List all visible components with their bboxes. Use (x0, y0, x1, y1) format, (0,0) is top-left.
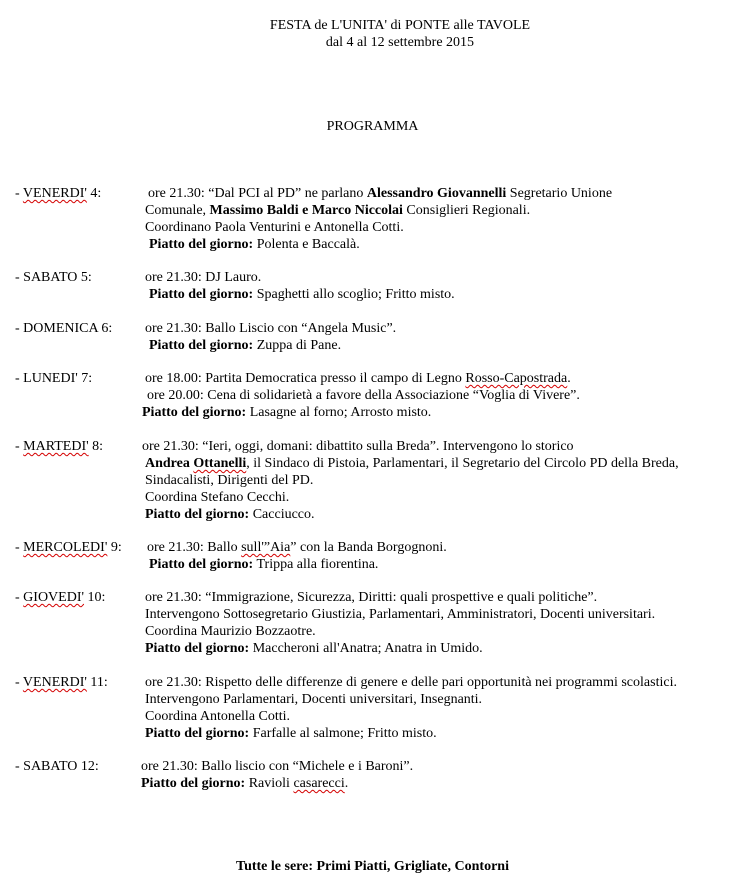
document-header (0, 17, 750, 51)
event-line: ore 21.30: Rispetto delle differenze di genere e delle pari opportunità nei programmi scolastici. (145, 675, 677, 690)
dish-of-day: Piatto del giorno: Zuppa di Pane. (149, 338, 342, 353)
event-line: ore 21.30: DJ Lauro. (145, 270, 262, 285)
dish-of-day: Piatto del giorno: Spaghetti allo scoglio; Fritto misto. (149, 287, 455, 302)
day-label: - GIOVEDI' 10: (15, 590, 106, 605)
speaker-name: Andrea Ottanelli (145, 456, 247, 471)
event-line: Intervengono Sottosegretario Giustizia, Parlamentari, Amministratori, Docenti universitari. (145, 607, 656, 622)
event-line: ore 21.30: Ballo liscio con “Michele e i Baroni”. (141, 759, 414, 774)
event-line: Coordina Maurizio Bozzaotre. (145, 624, 316, 639)
event-line: Coordina Stefano Cecchi. (145, 490, 290, 505)
event-line: ore 21.30: “Immigrazione, Sicurezza, Diritti: quali prospettive e quali politiche”. (145, 590, 598, 605)
dish-of-day: Piatto del giorno: Lasagne al forno; Arrosto misto. (142, 405, 432, 420)
day-label: - SABATO 5: (15, 270, 92, 285)
event-line: Coordina Antonella Cotti. (145, 709, 291, 724)
event-line: Andrea Ottanelli, il Sindaco di Pistoia, Parlamentari, il Segretario del Circolo PD della Breda, (145, 456, 679, 471)
program-title: PROGRAMMA (326, 119, 419, 134)
day-label: - VENERDI' 4: (15, 186, 102, 201)
dish-of-day: Piatto del giorno: Trippa alla fiorentina. (149, 557, 379, 572)
day-label: - LUNEDI' 7: (15, 371, 93, 386)
dish-of-day: Piatto del giorno: Ravioli casarecci. (141, 776, 349, 791)
speaker-name: Massimo Baldi e Marco Niccolai (209, 203, 403, 218)
event-line: Sindacalisti, Dirigenti del PD. (145, 473, 314, 488)
event-line: ore 20.00: Cena di solidarietà a favore della Associazione “Voglia di Vivere”. (147, 388, 580, 403)
event-line: Comunale, Massimo Baldi e Marco Niccolai Consiglieri Regionali. (145, 203, 531, 218)
speaker-name: Alessandro Giovannelli (366, 186, 507, 201)
day-label: - MERCOLEDI' 9: (15, 540, 122, 555)
festival-title: FESTA de L'UNITA' di PONTE alle TAVOLE (269, 18, 531, 33)
event-line: ore 18.00: Partita Democratica presso il campo di Legno Rosso-Capostrada. (145, 371, 571, 386)
day-label: - DOMENICA 6: (15, 321, 113, 336)
event-line: Coordinano Paola Venturini e Antonella Cotti. (145, 220, 404, 235)
dish-of-day: Piatto del giorno: Cacciucco. (145, 507, 315, 522)
day-label: - MARTEDI' 8: (15, 439, 104, 454)
dish-of-day: Piatto del giorno: Polenta e Baccalà. (149, 237, 360, 252)
event-line: ore 21.30: Ballo Liscio con “Angela Music”. (145, 321, 397, 336)
dish-of-day: Piatto del giorno: Farfalle al salmone; Fritto misto. (145, 726, 437, 741)
event-line: ore 21.30: Ballo sull'”Aia” con la Banda Borgognoni. (147, 540, 447, 555)
event-line: Intervengono Parlamentari, Docenti universitari, Insegnanti. (145, 692, 483, 707)
day-label: - VENERDI' 11: (15, 675, 108, 690)
day-label: - SABATO 12: (15, 759, 99, 774)
festival-dates: dal 4 al 12 settembre 2015 (325, 35, 475, 50)
footer-note: Tutte le sere: Primi Piatti, Grigliate, Contorni (236, 859, 509, 874)
event-line: ore 21.30: “Dal PCI al PD” ne parlano Alessandro Giovannelli Segretario Unione (148, 186, 613, 201)
event-line: ore 21.30: “Ieri, oggi, domani: dibattito sulla Breda”. Intervengono lo storico (142, 439, 574, 454)
dish-of-day: Piatto del giorno: Maccheroni all'Anatra; Anatra in Umido. (145, 641, 483, 656)
